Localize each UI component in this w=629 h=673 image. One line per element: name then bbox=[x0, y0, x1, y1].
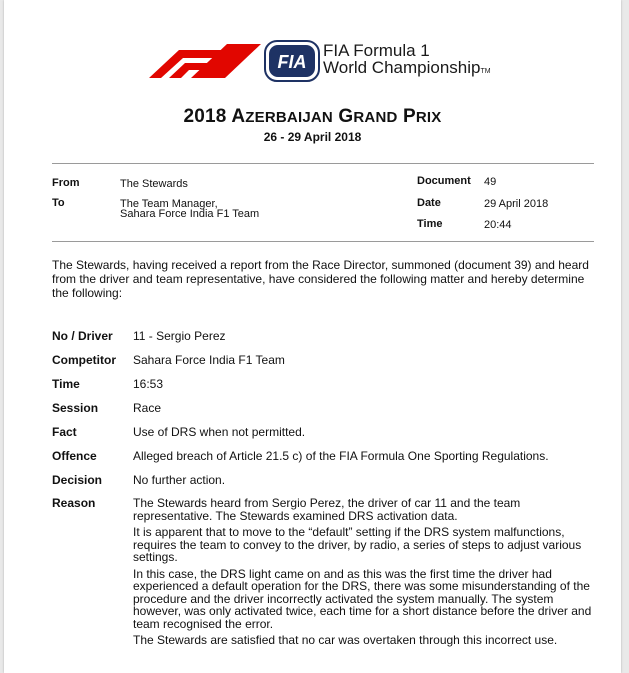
from-label: From bbox=[52, 177, 80, 189]
fia-badge-text: FIA bbox=[277, 52, 307, 72]
session-value: Race bbox=[133, 401, 162, 415]
incident-time-value: 16:53 bbox=[133, 377, 164, 391]
from-value: The Stewards bbox=[120, 178, 188, 190]
championship-line1: FIA Formula 1 bbox=[323, 41, 430, 60]
championship-line2: World Championship bbox=[323, 58, 481, 77]
reason-paragraph: In this case, the DRS light came on and as this was the first time the driver had experienced a default operation for the DRS, there was some misunderstanding of the procedure and the driver incorrectly activated the system manually. The system however, was only activated twice, each time for a short distance before the driver and team recognised the error. bbox=[133, 566, 592, 631]
event-dates: 26 - 29 April 2018 bbox=[263, 130, 362, 144]
reason-paragraph: It is apparent that to move to the “default” setting if the DRS system malfunctions, requires the team to convey to the driver, by radio, a series of steps to adjust various settings. bbox=[133, 525, 582, 564]
divider-bottom bbox=[52, 241, 594, 242]
date-label: Date bbox=[417, 197, 441, 209]
offence-value: Alleged breach of Article 21.5 c) of the FIA Formula One Sporting Regulations. bbox=[133, 449, 549, 463]
championship-text bbox=[323, 42, 491, 80]
reason-paragraph: The Stewards heard from Sergio Perez, the driver of car 11 and the team representative. The Stewards examined DRS activation data. bbox=[133, 496, 521, 523]
competitor-label: Competitor bbox=[52, 353, 116, 367]
reason-text bbox=[133, 497, 595, 651]
driver-value: 11 - Sergio Perez bbox=[133, 329, 226, 343]
fact-value: Use of DRS when not permitted. bbox=[133, 425, 306, 439]
session-label: Session bbox=[52, 401, 99, 415]
competitor-value: Sahara Force India F1 Team bbox=[133, 353, 285, 367]
divider-top bbox=[52, 163, 594, 164]
intro-paragraph: The Stewards, having received a report from the Race Director, summoned (document 39) and heard from the driver and team representative, have considered the following matter and hereby determine the following: bbox=[52, 258, 589, 300]
decision-value: No further action. bbox=[133, 473, 226, 487]
fia-badge-icon bbox=[264, 40, 320, 82]
to-value-line1: The Team Manager, bbox=[120, 198, 218, 210]
document-label: Document bbox=[417, 175, 471, 187]
driver-label: No / Driver bbox=[52, 329, 113, 343]
time-value: 20:44 bbox=[484, 219, 512, 231]
time-label: Time bbox=[417, 218, 443, 230]
reason-paragraph: The Stewards are satisfied that no car was overtaken through this incorrect use. bbox=[133, 633, 558, 647]
document-value: 49 bbox=[484, 176, 497, 188]
reason-label: Reason bbox=[52, 496, 96, 510]
trademark: TM bbox=[480, 68, 491, 75]
fia-f1-logo bbox=[139, 40, 539, 82]
page-title: 2018 AZERBAIJAN GRAND PRIX bbox=[183, 106, 442, 127]
date-value: 29 April 2018 bbox=[484, 198, 549, 210]
to-value-line2: Sahara Force India F1 Team bbox=[120, 208, 260, 220]
incident-time-label: Time bbox=[52, 377, 80, 391]
to-label: To bbox=[52, 197, 65, 209]
offence-label: Offence bbox=[52, 449, 97, 463]
document-page bbox=[4, 0, 621, 673]
decision-label: Decision bbox=[52, 473, 103, 487]
fact-label: Fact bbox=[52, 425, 77, 439]
f1-logo-icon bbox=[139, 44, 261, 78]
